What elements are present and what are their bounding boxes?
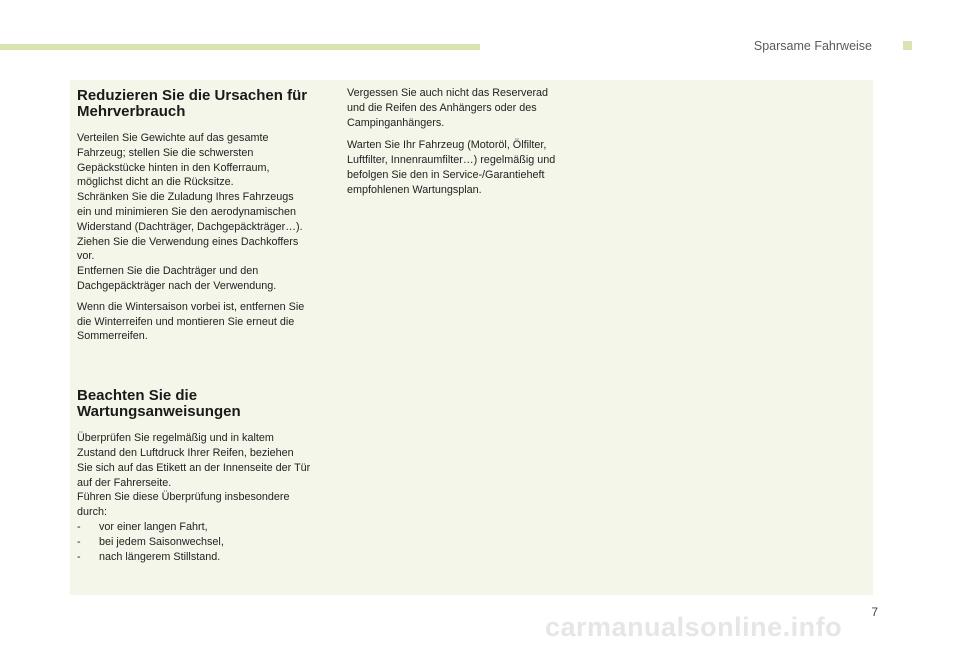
text-line: Wenn die Wintersaison vorbei ist, entfernen Sie [77,300,305,313]
paragraph-spare-wheel [347,86,587,130]
text-line: Luftfilter, Innenraumfilter…) regelmäßig und [347,154,556,167]
bullet-list [77,520,339,564]
text-line: Gepäckstücke hinten in den Kofferraum, [77,161,270,174]
text-line: Verteilen Sie Gewichte auf das gesamte [77,132,269,144]
header-corner-mark [903,41,912,50]
text-line: Widerstand (Dachträger, Dachgepäckträger…). [77,220,303,233]
watermark: carmanualsonline.info [545,612,843,642]
text-line: möglichst dicht an die Rücksitze. [77,176,234,189]
heading-maintenance [77,388,339,420]
text-line: Fahrzeug; stellen Sie die schwersten [77,146,254,159]
text-line: Sie sich auf das Etikett an der Innenseite der Tür [77,461,311,474]
paragraph-service-plan [347,138,587,197]
text-line: Dachgepäckträger nach der Verwendung. [77,279,277,292]
content-panel [70,80,873,595]
left-column [77,80,339,564]
text-line: Führen Sie diese Überprüfung insbesondere [77,491,290,504]
text-line: empfohlenen Wartungsplan. [347,183,482,196]
text-line: Überprüfen Sie regelmäßig und in kaltem [77,432,274,445]
list-item [77,550,339,565]
text-line: Campinganhängers. [347,116,445,129]
header-accent-bar [0,44,480,50]
bullet-text: nach längerem Stillstand. [99,550,221,563]
text-line: auf der Fahrerseite. [77,476,172,489]
right-column [347,80,587,198]
paragraph-weight-distribution [77,131,339,294]
text-line: befolgen Sie den in Service-/Garantieheft [347,168,545,181]
section-title: Sparsame Fahrweise [753,39,872,53]
page-number: 7 [871,605,878,619]
text-line: die Winterreifen und montieren Sie erneut die [77,315,295,328]
list-item [77,520,339,535]
heading-line: Wartungsanweisungen [77,403,241,421]
list-item [77,535,339,550]
text-line: Sommerreifen. [77,330,148,343]
text-line: durch: [77,506,108,519]
text-line: Ziehen Sie die Verwendung eines Dachkoffers [77,235,299,248]
heading-line: Beachten Sie die [77,387,198,405]
bullet-text: bei jedem Saisonwechsel, [99,535,224,548]
bullet-text: vor einer langen Fahrt, [99,520,208,533]
text-line: und die Reifen des Anhängers oder des [347,101,537,114]
paragraph-winter-tyres [77,300,339,344]
text-line: ein und minimieren Sie den aerodynamischen [77,205,297,218]
bullet-marker: - [77,520,81,533]
bullet-marker: - [77,550,81,563]
heading-reduce-consumption: Reduzieren Sie die Ursachen für Mehrverbrauch [77,87,308,120]
text-line: Warten Sie Ihr Fahrzeug (Motoröl, Ölfilter, [347,139,547,152]
bullet-marker: - [77,535,81,548]
text-line: vor. [77,250,95,263]
text-line: Vergessen Sie auch nicht das Reserverad [347,87,549,99]
text-line: Zustand den Luftdruck Ihrer Reifen, beziehen [77,446,294,459]
paragraph-tyre-pressure [77,431,339,520]
text-line: Schränken Sie die Zuladung Ihres Fahrzeugs [77,191,294,204]
text-line: Entfernen Sie die Dachträger und den [77,265,259,278]
